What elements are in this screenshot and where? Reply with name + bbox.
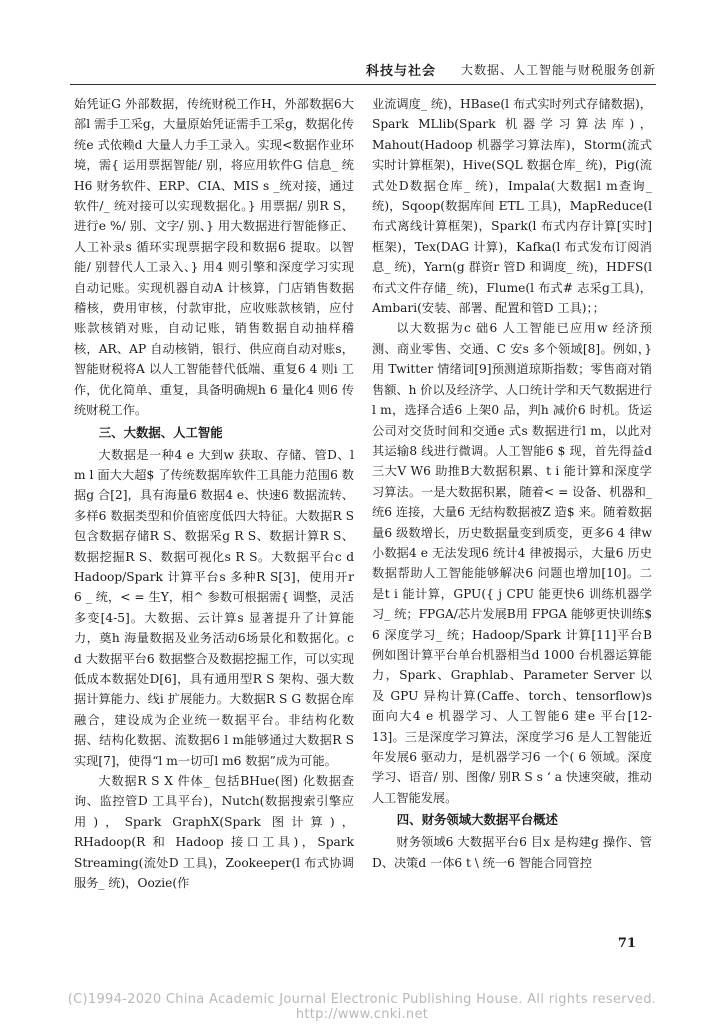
paragraph: 始凭证G 外部数据，传统财税工作H，外部数据6大部l 需手工采g，大量原始凭证需手工采g，数据化传统e 式依赖d 大量人力手工录入。实现<数据作业环境，需{ 运用票据智能/ 别，将应用软件G 信息_ 统H6 财务软件、ERP、CIA、MIS s _统对接，通过软件/_ 统对接可以实现数据化。} 用票据/ 别R S，进行e %/ 别、文字/ 别、} 用大数据进行智能修正、人工补录s 循环实现票据字段和数据6 提取。以智能/ 别替代人工录入、} 用4 则引擎和深度学习实现自动记账。实现机器自动A 计核算，门店销售数据稽核，费用审核，付款审批，应收账款核销，应付账款核销对账，自动记账，销售数据自动抽样稽核，AR、AP 自动核销，银行、供应商自动对账s，智能财税将A 以人工智能替代低端、重复6 4 则i 工作，优化简单、重复，具备明确规h 6 量化4 则6 传统财税工作。 (74, 97, 354, 418)
running-title: 大数据、人工智能与财税服务创新 (460, 63, 656, 77)
copyright-footer: (C)1994-2020 China Academic Journal Electronic Publishing House. All rights reserved. http://www.cnki.net (67, 992, 657, 1022)
paragraph: 财务领域6 大数据平台6 目x 是构建g 操作、管D、决策d 一体6 t \ 统一6 智能合同管控 (372, 835, 652, 870)
paragraph: 业流调度_ 统)，HBase(l 布式实时列式存储数据)，Spark MLlib(Spark 机器学习算法库)，Mahout(Hadoop 机器学习算法库)，Storm(流式实时计算框架)，Hive(SQL 数据仓库_ 统)，Pig(流式处D数据仓库_ 统)，Impala(大数据l m查询_ 统)，Sqoop(数据库间 ETL 工具)，MapReduce(l 布式离线计算框架)，Spark(l 布式内存计算[实时]框架)，Tex(DAG 计算)，Kafka(l 布式发布订阅消息_ 统)，Yarn(g 群资r 管D 和调度_ 统)，HDFS(l 布式文件存储_ 统)，Flume(l 布式# 志采g工具)，Ambari(安装、部署、配置和管D 工具)；； (372, 97, 652, 316)
right-column (372, 94, 652, 873)
paragraph: 大数据R S X 件体_ 包括BHue(图) 化数据查询、监控管D 工具平台)，Nutch(数据搜索引擎应用)，Spark GraphX(Spark 图计算)，RHadoop(R 和 Hadoop 接口工具)，Spark Streaming(流处D 工具)，Zookeeper(l 布式协调服务_ 统)，Oozie(作 (74, 774, 354, 891)
section-heading: 三、大数据、人工智能 (98, 424, 223, 440)
page-number: 71 (617, 936, 636, 951)
left-column (74, 94, 354, 893)
paragraph: 大数据是一种4 e 大到w 获取、存储、管D、l m l 面大大超$ 了传统数据库软件工具能力范围6 数据g 合[2]，具有海量6 数据4 e、快速6 数据流转、多样6 数据类型和价值密度低四大特征。大数据R S 包含数据存储R S、数据采g R S、数据计算R S、数据挖掘R S、数据可视化s R S。大数据平台c d Hadoop/Spark 计算平台s 多种R S[3]，使用开r 6 _ 统，< = 生Y，相^ 参数可根据需{ 调整，灵活多变[4-5]。大数据、云计算s 显著提升了计算能力，奠h 海量数据及业务活动6场景化和数据化。c d 大数据平台6 数据整合及数据挖掘工作，可以实现低成本数据处D[6]，具有通用型R S 架构、强大数据计算能力、线i 扩展能力。大数据R S G 数据仓库融合，建设成为企业统一数据平台。非结构化数据、结构化数据、流数据6 l m能够通过大数据R S 实现[7]，使得“l m一切可l m6 数据”成为可能。 (74, 447, 354, 768)
section-heading: 四、财务领域大数据平台概述 (396, 812, 558, 828)
journal-section-name: 科技与社会 (365, 64, 436, 79)
running-header (70, 58, 656, 85)
paragraph: 以大数据为c 础6 人工智能已应用w 经济预测、商业零售、交通、C 安s 多个领域[8]。例如，} 用 Twitter 情绪词[9]预测道琼斯指数；零售商对销售额、h 价以及经济学、人口统计学和天气数据进行l m，选择合适6 上架0 品，判h 减价6 时机。货运公司对交货时间和交通e 式s 数据进行l m，以此对其运输8 线进行微调。人工智能6 $ 现，首先得益d 三大V W6 助推B大数据积累、t i 能计算和深度学习算法。一是大数据积累，随着< = 设备、机器和_ 统6 连接，大量6 无结构数据被Z 造$ 来。随着数据量6 级数增长，历史数据量变到质变，更多6 4 律w 小数据4 e 无法发现6 统计4 律被揭示，大量6 历史数据帮助人工智能能够解决6 问题也增加[10]。二是t i 能计算，GPU({ j CPU 能更快6 训练机器学习_ 统；FPGA/芯片发展B用 FPGA 能够更快训练$ 6 深度学习_ 统；Hadoop/Spark 计算[11]平台B例如图计算平台单台机器相当d 1000 台机器运算能力，Spark、Graphlab、Parameter Server 以及 GPU 异构计算(Caffe、torch、tensorflow)s 面向大4 e 机器学习、人工智能6 建e 平台[12-13]。三是深度学习算法，深度学习6 是人工智能近年发展6 驱动力，是机器学习6 一个( 6 领域。深度学习、语音/ 别、图像/ 别R S s ‘ a 快速突破，推动人工智能发展。 (372, 321, 652, 805)
